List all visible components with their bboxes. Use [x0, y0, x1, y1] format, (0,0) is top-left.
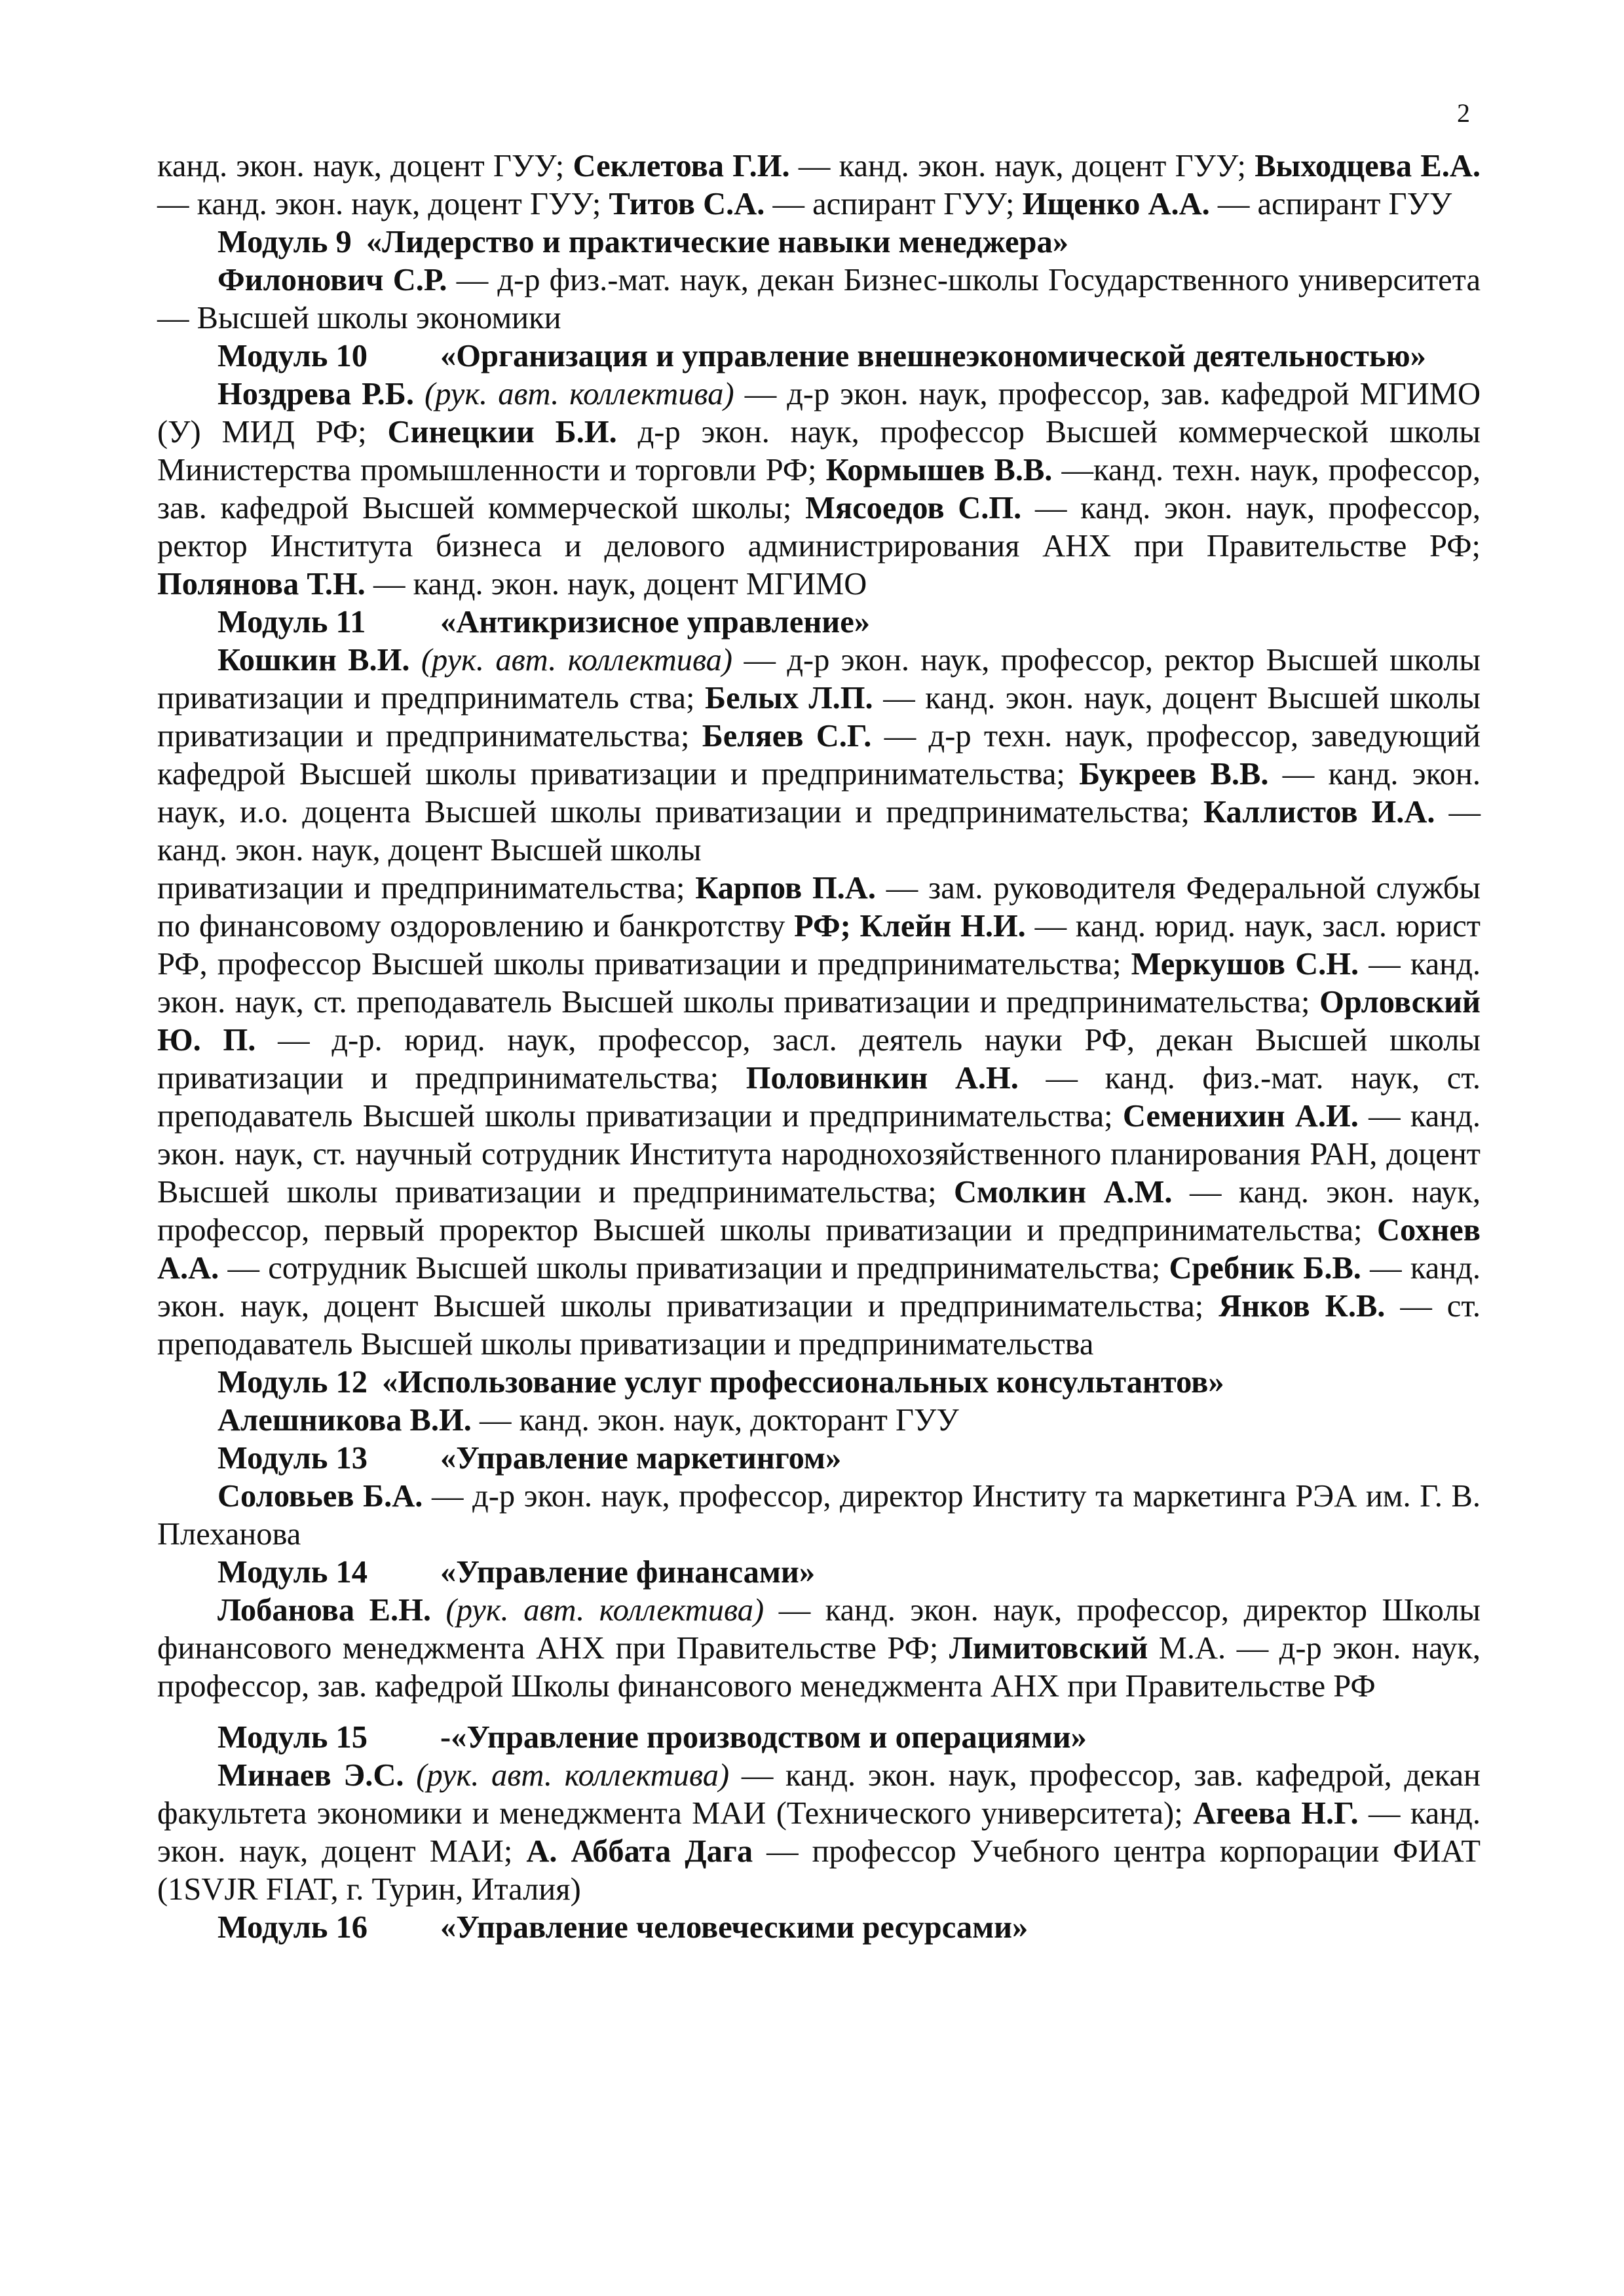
- author-name: Семенихин А.И.: [1122, 1099, 1359, 1134]
- text: — канд. экон. наук, профессор, ректор Института бизнеса и делового администрирования АНХ при Правительстве РФ;: [157, 491, 1481, 564]
- document-body: [157, 147, 1481, 1947]
- author-name: РФ; Клейн Н.И.: [794, 909, 1026, 944]
- author-name: Половинкин А.Н.: [746, 1061, 1019, 1096]
- module-11-authors-continued: [157, 870, 1481, 1364]
- text: — д-р экон. наук, профессор, ректор Высшей школы приватизации и предприниматель ства;: [157, 643, 1481, 716]
- module-15-heading: [157, 1719, 1481, 1757]
- module-title: «Управление маркетингом»: [440, 1441, 842, 1476]
- module-11-authors: [157, 641, 1481, 870]
- text: д-р экон. наук, профессор Высшей коммерческой школы Министерства промышленности и торговли РФ;: [157, 415, 1481, 488]
- author-name: Белых Л.П.: [705, 681, 873, 716]
- text: — канд. экон. наук, доцент Высшей школы приватизации и предпринимательства;: [157, 681, 1481, 754]
- module-10-authors: [157, 375, 1481, 603]
- text: — аспирант ГУУ: [1209, 187, 1452, 221]
- text: — канд. экон. наук, профессор, зав. кафедрой, декан факультета экономики и менеджмента МАИ (Технического университета);: [157, 1758, 1481, 1831]
- module-12-heading: [157, 1364, 1481, 1402]
- team-lead-note: (рук. авт. коллектива): [414, 377, 734, 411]
- author-name: Агеева Н.Г.: [1193, 1796, 1359, 1831]
- author-name: Янков К.В.: [1218, 1289, 1386, 1324]
- team-lead-note: (рук. авт. коллектива): [409, 643, 733, 678]
- text: — ст. преподаватель Высшей школы приватизации и предпринимательства: [157, 1289, 1481, 1362]
- text: — канд. экон. наук, ст. преподаватель Высшей школы приватизации и предпринимательства;: [157, 947, 1481, 1020]
- module-12-authors: [157, 1402, 1481, 1440]
- author-name: Лобанова Е.Н.: [217, 1593, 431, 1628]
- page-number: 2: [1457, 98, 1470, 128]
- text: — канд. экон. наук, доцент Высшей школы приватизации и предпринимательства;: [157, 1251, 1481, 1324]
- text: — профессор Учебного центра корпорации ФИАТ (1SVJR FIAT, г. Турин, Италия): [157, 1834, 1481, 1907]
- author-name: Титов С.А.: [609, 187, 765, 221]
- module-14-authors: [157, 1592, 1481, 1706]
- author-name: Выходцева Е.А.: [1255, 149, 1481, 183]
- author-name: Кормышев В.В.: [825, 453, 1053, 488]
- module-13-heading: [157, 1440, 1481, 1478]
- author-name: Ищенко А.А.: [1022, 187, 1210, 221]
- module-code: Модуль 10: [217, 339, 368, 373]
- team-lead-note: (рук. авт. коллектива): [431, 1593, 765, 1628]
- text: — канд. экон. наук, доцент ГУУ;: [789, 149, 1255, 183]
- module-code: Модуль 12: [217, 1365, 368, 1400]
- text: — д-р физ.-мат. наук, декан Бизнес-школы Государственного университета — Высшей школы экономики: [157, 263, 1481, 335]
- text: приватизации и предпринимательства;: [157, 871, 696, 906]
- author-name: Орловский Ю. П.: [157, 985, 1481, 1058]
- author-name: Мясоедов С.П.: [805, 491, 1022, 526]
- text: — канд. экон. наук, докторант ГУУ: [471, 1403, 959, 1438]
- module-title: «Организация и управление внешнеэкономической деятельностью»: [440, 339, 1426, 373]
- text: — сотрудник Высшей школы приватизации и предпринимательства;: [219, 1251, 1169, 1286]
- author-name: Меркушов С.Н.: [1131, 947, 1359, 982]
- module-title: «Управление человеческими ресурсами»: [440, 1910, 1029, 1945]
- module-title: «Использование услуг профессиональных консультантов»: [382, 1365, 1224, 1400]
- text: — канд. физ.-мат. наук, ст. преподаватель Высшей школы приватизации и предпринимательства;: [157, 1061, 1481, 1134]
- author-name: Полянова Т.Н.: [157, 567, 366, 602]
- author-name: Карпов П.А.: [695, 871, 876, 906]
- text: — д-р. юрид. наук, профессор, засл. деятель науки РФ, декан Высшей школы приватизации и предпринимательства;: [157, 1023, 1481, 1096]
- module-code: Модуль 9: [217, 225, 352, 259]
- module-11-heading: [157, 603, 1481, 641]
- module-9-authors: [157, 261, 1481, 337]
- module-title: «Лидерство и практические навыки менеджера»: [366, 225, 1068, 259]
- author-name: Филонович С.Р.: [217, 263, 447, 297]
- module-title: «Управление финансами»: [440, 1555, 816, 1590]
- text: — канд. экон. наук, профессор, первый проректор Высшей школы приватизации и предпринимательства;: [157, 1175, 1481, 1248]
- text: —канд. техн. наук, профессор, зав. кафедрой Высшей коммерческой школы;: [157, 453, 1481, 526]
- module-code: Модуль 16: [217, 1910, 368, 1945]
- module-code: Модуль 11: [217, 605, 366, 640]
- text: — канд. экон. наук, профессор, директор Школы финансового менеджмента АНХ при Правительстве РФ;: [157, 1593, 1481, 1666]
- team-lead-note: (рук. авт. коллектива): [404, 1758, 730, 1793]
- text: — канд. экон. наук, доцент МАИ;: [157, 1796, 1481, 1869]
- text: канд. экон. наук, доцент ГУУ;: [157, 149, 573, 183]
- author-name: Соловьев Б.А.: [217, 1479, 423, 1514]
- text: — канд. экон. наук, ст. научный сотрудник Института народнохозяйственного планирования РАН, доцент Высшей школы приватизации и предпринимательства;: [157, 1099, 1481, 1210]
- author-name: Смолкин А.М.: [954, 1175, 1173, 1210]
- intro-paragraph: [157, 147, 1481, 223]
- module-code: Модуль 15: [217, 1720, 368, 1755]
- author-name: Лимитовский: [949, 1631, 1148, 1666]
- text: — д-р экон. наук, профессор, директор Институ та маркетинга РЭА им. Г. В. Плеханова: [157, 1479, 1481, 1552]
- text: — канд. экон. наук, и.о. доцента Высшей школы приватизации и предпринимательства;: [157, 757, 1481, 830]
- author-name: Сохнев А.А.: [157, 1213, 1481, 1286]
- text: — зам. руководителя Федеральной службы по финансовому оздоровлению и банкротству: [157, 871, 1481, 944]
- text: — канд. юрид. наук, засл. юрист РФ, профессор Высшей школы приватизации и предпринимательства;: [157, 909, 1481, 982]
- author-name: Алешникова В.И.: [217, 1403, 472, 1438]
- module-15-authors: [157, 1757, 1481, 1909]
- module-code: Модуль 14: [217, 1555, 368, 1590]
- text: — канд. экон. наук, доцент Высшей школы: [157, 795, 1481, 868]
- author-name: Синецкии Б.И.: [387, 415, 617, 450]
- text: — канд. экон. наук, доцент МГИМО: [365, 567, 867, 602]
- text: М.А. — д-р экон. наук, профессор, зав. кафедрой Школы финансового менеджмента АНХ при Правительстве РФ: [157, 1631, 1481, 1704]
- text: — д-р техн. наук, профессор, заведующий кафедрой Высшей школы приватизации и предпринимательства;: [157, 719, 1481, 792]
- author-name: Беляев С.Г.: [702, 719, 872, 754]
- author-name: Ноздрева Р.Б.: [217, 377, 414, 411]
- author-name: Букреев В.В.: [1079, 757, 1269, 792]
- module-9-heading: [157, 223, 1481, 261]
- text: — д-р экон. наук, профессор, зав. кафедрой МГИМО (У) МИД РФ;: [157, 377, 1481, 450]
- module-title: «Антикризисное управление»: [440, 605, 871, 640]
- module-title: -«Управление производством и операциями»: [440, 1720, 1087, 1755]
- module-10-heading: [157, 337, 1481, 375]
- author-name: А. Аббата Дага: [526, 1834, 753, 1869]
- author-name: Каллистов И.А.: [1203, 795, 1435, 830]
- text: — аспирант ГУУ;: [765, 187, 1023, 221]
- author-name: Минаев Э.С.: [217, 1758, 404, 1793]
- module-13-authors: [157, 1478, 1481, 1554]
- module-16-heading: [157, 1909, 1481, 1947]
- module-14-heading: [157, 1554, 1481, 1592]
- text: — канд. экон. наук, доцент ГУУ;: [157, 187, 609, 221]
- module-code: Модуль 13: [217, 1441, 368, 1476]
- author-name: Секлетова Г.И.: [573, 149, 790, 183]
- author-name: Кошкин В.И.: [217, 643, 410, 678]
- author-name: Сребник Б.В.: [1169, 1251, 1361, 1286]
